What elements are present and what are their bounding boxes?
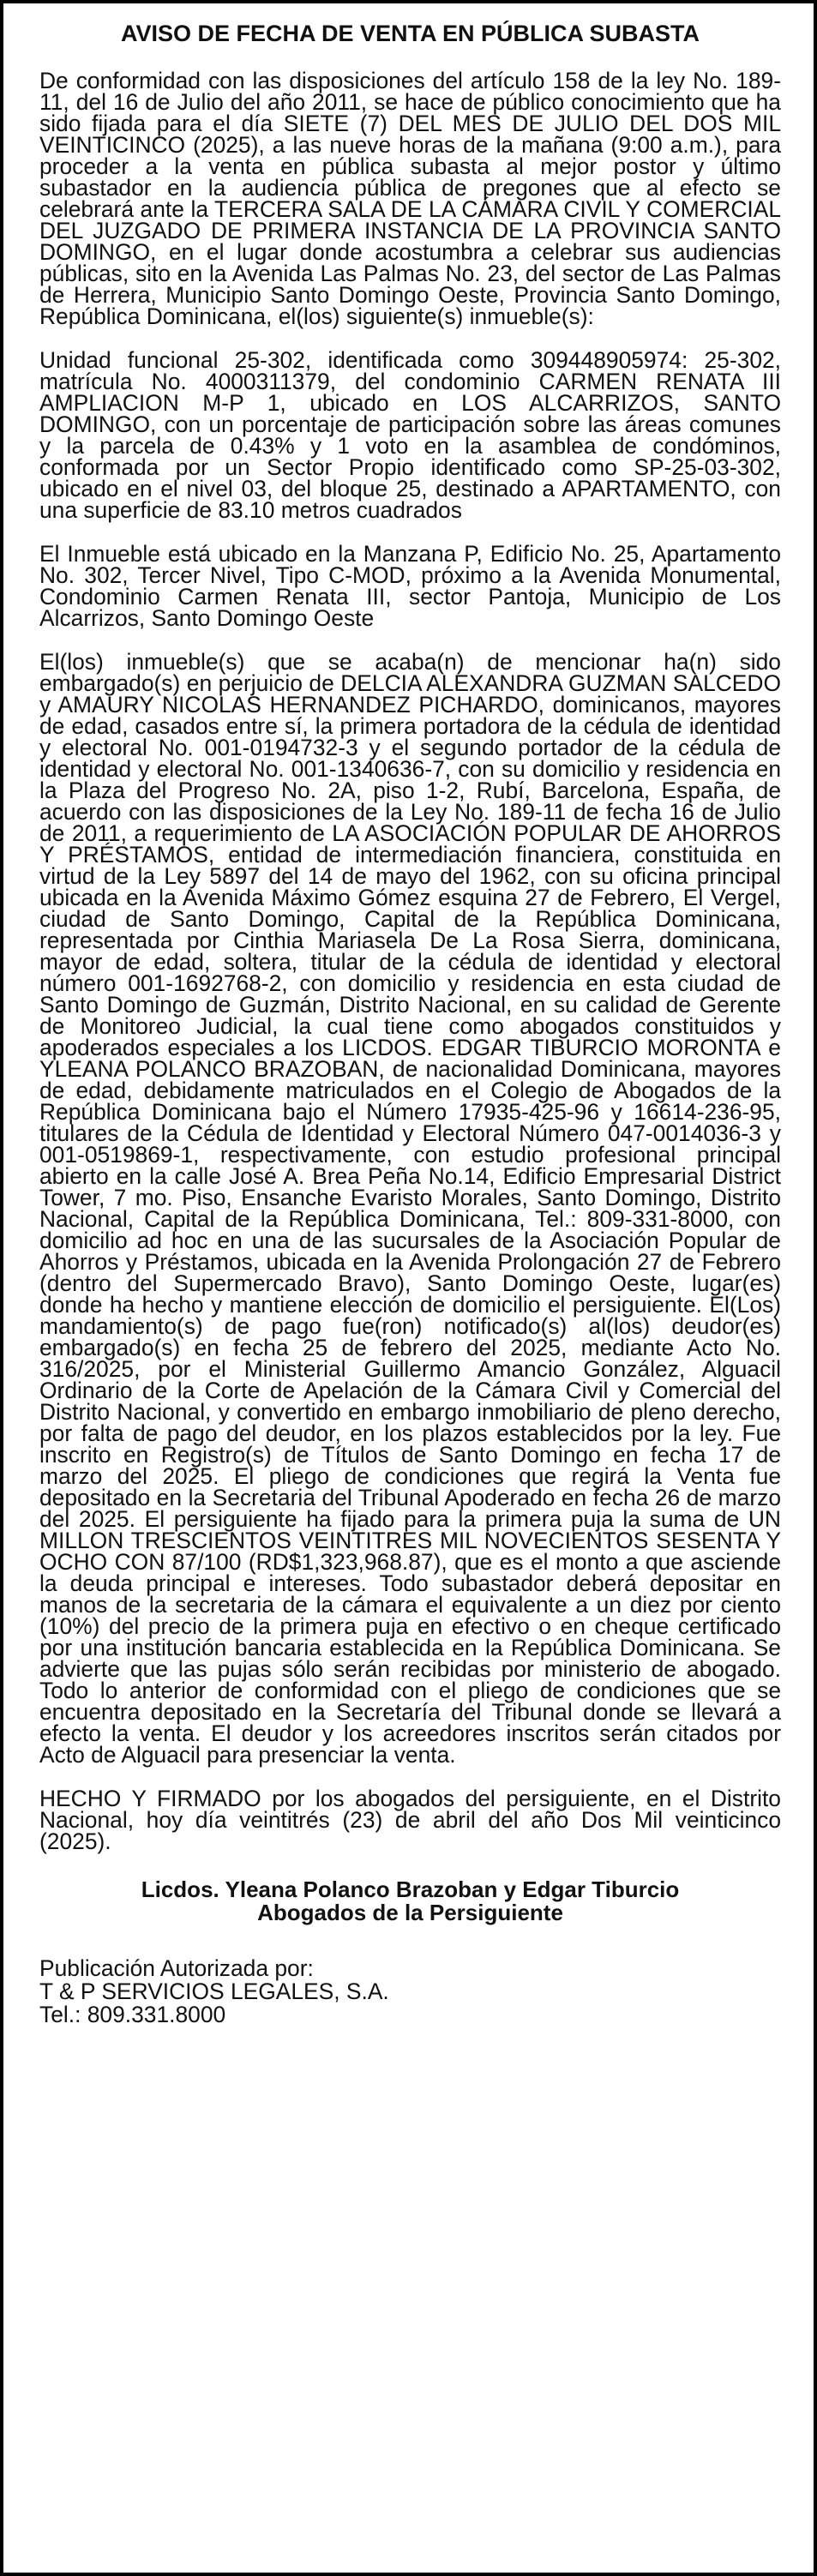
footer-company: T & P SERVICIOS LEGALES, S.A. (39, 1979, 389, 2004)
notice-title: AVISO DE FECHA DE VENTA EN PÚBLICA SUBASTA (120, 21, 700, 46)
property-location-paragraph: El Inmueble está ubicado en la Manzana P, Edificio No. 25, Apartamento No. 302, Tercer Nivel, Tipo C-MOD, próximo a la Avenida Monumental, Condominio Carmen Renata III, sector Pantoja, Municipio de Los Alcarrizos, Santo Domingo Oeste (39, 541, 781, 631)
property-unit-paragraph: Unidad funcional 25-302, identificada como 309448905974: 25-302, matrícula No. 4000311379, del condominio CARMEN RENATA III AMPLIACION M-P 1, ubicado en LOS ALCARRIZOS, SANTO DOMINGO, con un porcentaje de participación sobre las áreas comunes y la parcela de 0.43% y 1 voto en la asamblea de condóminos, conformada por un Sector Propio identificado como SP-25-03-302, ubicado en el nivel 03, del bloque 25, destinado a APARTAMENTO, con una superficie de 83.10 metros cuadrados (39, 347, 781, 523)
signature-role: Abogados de la Persiguiente (257, 1900, 563, 1925)
footer-authorized-label: Publicación Autorizada por: (39, 1955, 314, 1981)
seizure-details-paragraph: El(los) inmueble(s) que se acaba(n) de mencionar ha(n) sido embargado(s) en perjuicio de DELCIA ALEXANDRA GUZMAN SALCEDO y AMAURY NICOLAS HERNANDEZ PICHARDO, dominicanos, mayores de edad, casados entre sí, la primera portadora de la cédula de identidad y electoral No. 001-0194732-3 y el segundo portador de la cédula de identidad y electoral No. 001-1340636-7, con su domicilio y residencia en la Plaza del Progreso No. 2A, piso 1-2, Rubí, Barcelona, España, de acuerdo con las disposiciones de la Ley No. 189-11 de fecha 16 de Julio de 2011, a requerimiento de LA ASOCIACIÓN POPULAR DE AHORROS Y PRÉSTAMOS, entidad de intermediación financiera, constituida en virtud de la Ley 5897 del 14 de mayo del 1962, con su oficina principal ubicada en la Avenida Máximo Gómez esquina 27 de Febrero, El Vergel, ciudad de Santo Domingo, Capital de la República Dominicana, representada por Cinthia Mariasela De La Rosa Sierra, dominicana, mayor de edad, soltera, titular de la cédula de identidad y electoral número 001-1692768-2, con domicilio y residencia en esta ciudad de Santo Domingo de Guzmán, Distrito Nacional, en su calidad de Gerente de Monitoreo Judicial, la cual tiene como abogados constituidos y apoderados especiales a los LICDOS. EDGAR TIBURCIO MORONTA e YLEANA POLANCO BRAZOBAN, de nacionalidad Dominicana, mayores de edad, debidamente matriculados en el Colegio de Abogados de la República Dominicana bajo el Número 17935-425-96 y 16614-236-95, titulares de la Cédula de Identidad y Electoral Número 047-0014036-3 y 001-0519869-1, respectivamente, con estudio profesional principal abierto en la calle José A. Brea Peña No.14, Edificio Empresarial District Tower, 7 mo. Piso, Ensanche Evaristo Morales, Santo Domingo, Distrito Nacional, Capital de la República Dominicana, Tel.: 809-331-8000, con domicilio ad hoc en una de las sucursales de la Asociación Popular de Ahorros y Préstamos, ubicada en la Avenida Prolongación 27 de Febrero (dentro del Supermercado Bravo), Santo Domingo Oeste, lugar(es) donde ha hecho y mantiene elección de domicilio el persiguiente. El(Los) mandamiento(s) de pago fue(ron) notificado(s) al(los) deudor(es) embargado(s) en fecha 25 de febrero del 2025, mediante Acto No. 316/2025, por el Ministerial Guillermo Amancio González, Alguacil Ordinario de la Corte de Apelación de la Cámara Civil y Comercial del Distrito Nacional, y convertido en embargo inmobiliario de pleno derecho, por falta de pago del deudor, en los plazos establecidos por la ley. Fue inscrito en Registro(s) de Títulos de Santo Domingo en fecha 17 de marzo del 2025. El pliego de condiciones que regirá la Venta fue depositado en la Secretaria del Tribunal Apoderado en fecha 26 de marzo del 2025. El persiguiente ha fijado para la primera puja la suma de UN MILLON TRESCIENTOS VEINTITRES MIL NOVECIENTOS SESENTA Y OCHO CON 87/100 (RD$1,323,968.87), que es el monto a que asciende la deuda principal e intereses. Todo subastador deberá depositar en manos de la secretaria de la cámara el equivalente a un diez por ciento (10%) del precio de la primera puja en efectivo o en cheque certificado por una institución bancaria establecida en la República Dominicana. Se advierte que las pujas sólo serán recibidas por ministerio de abogado. Todo lo anterior de conformidad con el pliego de condiciones que se encuentra depositado en la Secretaría del Tribunal donde se llevará a efecto la venta. El deudor y los acreedores inscritos serán citados por Acto de Alguacil para presenciar la venta. (39, 649, 781, 1768)
signed-statement-paragraph: HECHO Y FIRMADO por los abogados del persiguiente, en el Distrito Nacional, hoy día veintitrés (23) de abril del año Dos Mil veinticinco (2025). (39, 1786, 781, 1854)
signature-names: Licdos. Yleana Polanco Brazoban y Edgar Tiburcio (141, 1876, 680, 1902)
footer-phone: Tel.: 809.331.8000 (39, 2002, 226, 2027)
publication-footer (39, 1957, 781, 2027)
signature-block (39, 1878, 781, 1924)
intro-paragraph: De conformidad con las disposiciones del artículo 158 de la ley No. 189-11, del 16 de Julio del año 2011, se hace de público conocimiento que ha sido fijada para el día SIETE (7) DEL MES DE JULIO DEL DOS MIL VEINTICINCO (2025), a las nueve horas de la mañana (9:00 a.m.), para proceder a la venta en pública subasta al mejor postor y último subastador en la audiencia pública de pregones que al efecto se celebrará ante la TERCERA SALA DE LA CÁMARA CIVIL Y COMERCIAL DEL JUZGADO DE PRIMERA INSTANCIA DE LA PROVINCIA SANTO DOMINGO, en el lugar donde acostumbra a celebrar sus audiencias públicas, sito en la Avenida Las Palmas No. 23, del sector de Las Palmas de Herrera, Municipio Santo Domingo Oeste, Provincia Santo Domingo, República Dominicana, el(los) siguiente(s) inmueble(s): (39, 68, 781, 329)
